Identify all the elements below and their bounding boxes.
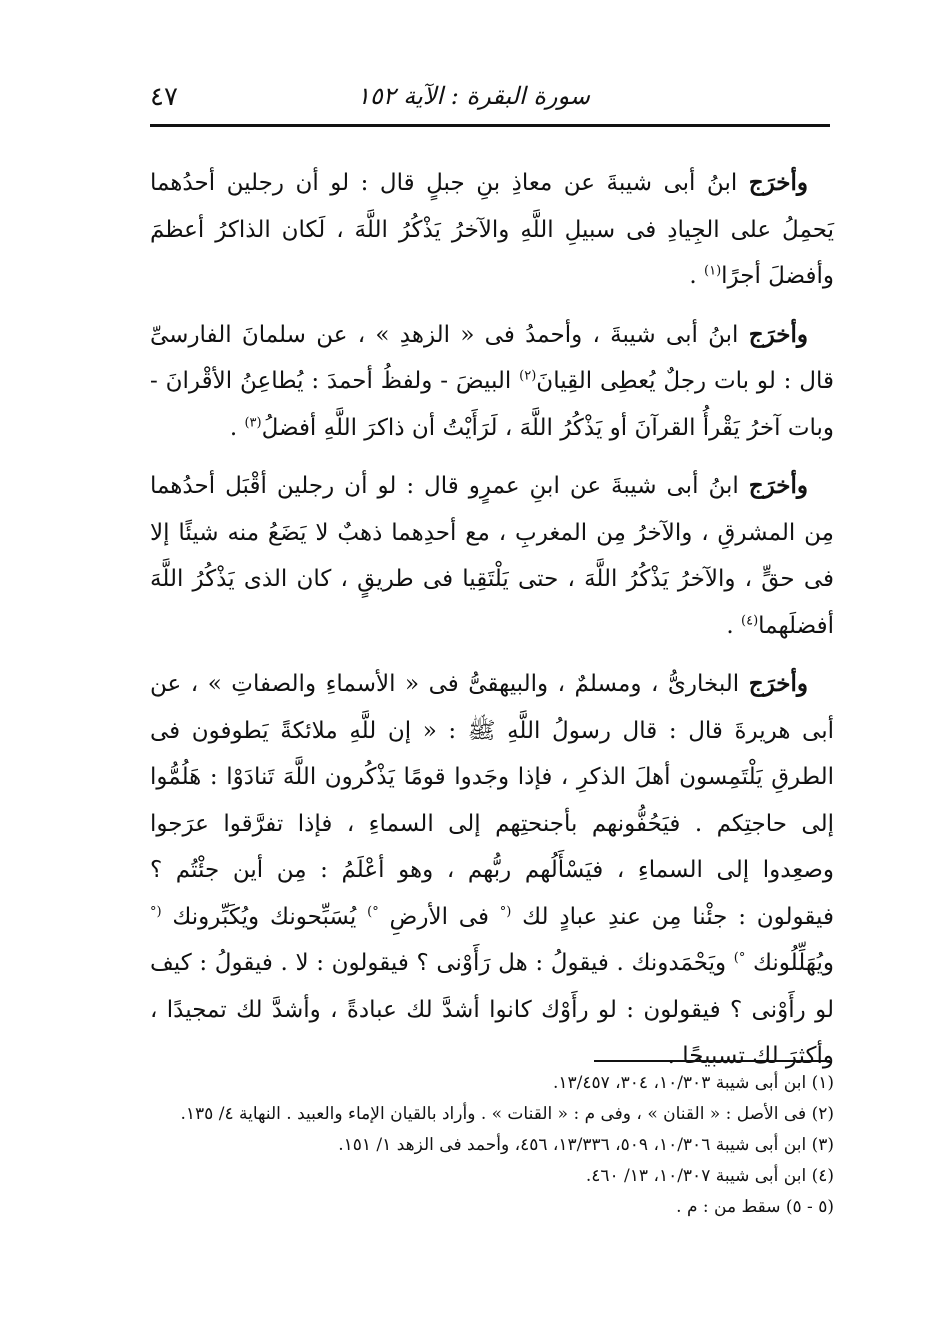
paragraph-3 [150,463,834,649]
paragraph-text: البيضَ - ولفظُ أحمدَ : يُطاعِنُ الأقْرانَ - وبات آخرُ يَقْرأُ القرآنَ أو يَذْكُرُ اللَّهَ ، لَرَأَيْتُ أن ذاكرَ اللَّهِ أفضلُ [150,368,834,441]
paragraph-lead: وأخرَج [748,670,808,697]
variant-mark: (° [499,903,512,919]
paragraph-tail: . [229,414,245,441]
paragraph-text: ابنُ أبى شيبةَ ، وأحمدُ فى « الزهدِ » ، عن سلمانَ الفارسىِّ قال : لو بات رجلٌ يُعطِى القِيانَ [150,321,835,394]
paragraph-text: البخارىُّ ، ومسلمٌ ، والبيهقىُّ فى « الأسماءِ والصفاتِ » ، عن أبى هريرةَ قال : قال رسولُ اللَّهِ ﷺ : « إن للَّهِ ملائكةً يَطوفون فى الطرقِ يَلْتَمِسون أهلَ الذكرِ ، فإذا وجَدوا قومًا يَذْكُرون اللَّهَ تَنادَوْا : هَلُمُّوا إلى حاجتِكم . فيَحُفُّونهم بأجنحتِهم إلى السماءِ ، فإذا تفرَّقوا عرَجوا وصعِدوا إلى السماءِ ، فيَسْأَلُهم ربُّهم ، وهو أعْلَمُ : مِن أين جئْتُم ؟ فيقولون : جئْنا مِن عندِ عبادٍ لك [150,671,834,930]
variant-mark: (° [150,903,162,919]
paragraph-tail: ويَحْمَدونك . فيقولُ : هل رَأَوْنى ؟ فيقولون : لا . فيقولُ : كيف لو رأَوْنى ؟ فيقولون : لو رأَوْك كانوا أشدَّ لك عبادةً ، وأشدَّ لك تمجيدًا ، وأكثرَ لك تسبيحًا . [150,950,834,1069]
variant-mark: °) [367,903,379,919]
footnote-4: (٤) ابن أبى شيبة ١٠/٣٠٧، ١٣/ ٤٦٠. [585,1166,834,1186]
paragraph-text: ابنُ أبى شيبةَ عن ابنِ عمرٍو قال : لو أن رجلين أقْبَل أحدُهما مِن المشرقِ ، والآخرُ مِن المغربِ ، مع أحدِهما ذهبٌ لا يَضَعُ منه شيئًا إلا فى حقٍّ ، والآخرُ يَذْكُرُ اللَّهَ ، حتى يَلْتَقِيا فى طريقٍ ، كان الذى يَذْكُرُ اللَّهَ أفضلَهما [150,473,834,639]
paragraph-tail: . [726,612,741,639]
paragraph-lead: وأخرَج [748,472,808,499]
paragraph-lead: وأخرَج [748,169,808,196]
header-rule [150,124,830,127]
paragraph-tail: . [689,263,704,289]
paragraph-text: ابنُ أبى شيبةَ عن معاذِ بنِ جبلٍ قال : لو أن رجلين أحدُهما يَحمِلُ على الجِيادِ فى سبيلِ اللَّهِ والآخرُ يَذْكُرُ اللَّهَ ، لَكان الذاكرُ أعظمَ وأفضلَ أجرًا [150,170,834,289]
footnote-rule [594,1060,830,1062]
footnote-5: (٥ - ٥) سقط من : م . [676,1197,834,1217]
paragraph-text: يُسَبِّحونك ويُكَبِّرونك [161,903,368,930]
paragraph-2 [150,312,834,452]
variant-mark: °) [733,950,746,966]
footnote-ref: (١) [704,263,722,279]
page-header [150,82,830,122]
paragraph-text: فى الأرضِ [378,903,500,930]
main-text [150,160,834,1092]
footnote-3: (٣) ابن أبى شيبة ١٠/٣٠٦، ٥٠٩، ١٣/٣٣٦، ٤٥٦، وأحمد فى الزهد ١/ ١٥١. [338,1135,834,1155]
paragraph-text: ويُهَلِّلُونك [745,950,834,976]
footnotes [150,1068,834,1223]
footnote-1: (١) ابن أبى شيبة ١٠/٣٠٣، ٣٠٤، ١٣/٤٥٧. [552,1073,834,1093]
paragraph-1 [150,160,834,300]
running-title: سورة البقرة : الآية ١٥٢ [356,82,590,110]
footnote-ref: (٣) [244,414,262,430]
page-number: ٤٧ [150,82,178,112]
footnote-ref: (٢) [519,368,537,384]
paragraph-4 [150,661,834,1080]
footnote-2: (٢) فى الأصل : « القنان » ، وفى م : « القنات » . وأراد بالقيان الإماء والعبيد . النهاية ٤/ ١٣٥. [180,1104,834,1124]
footnote-ref: (٤) [741,612,759,628]
paragraph-lead: وأخرَج [748,320,808,348]
